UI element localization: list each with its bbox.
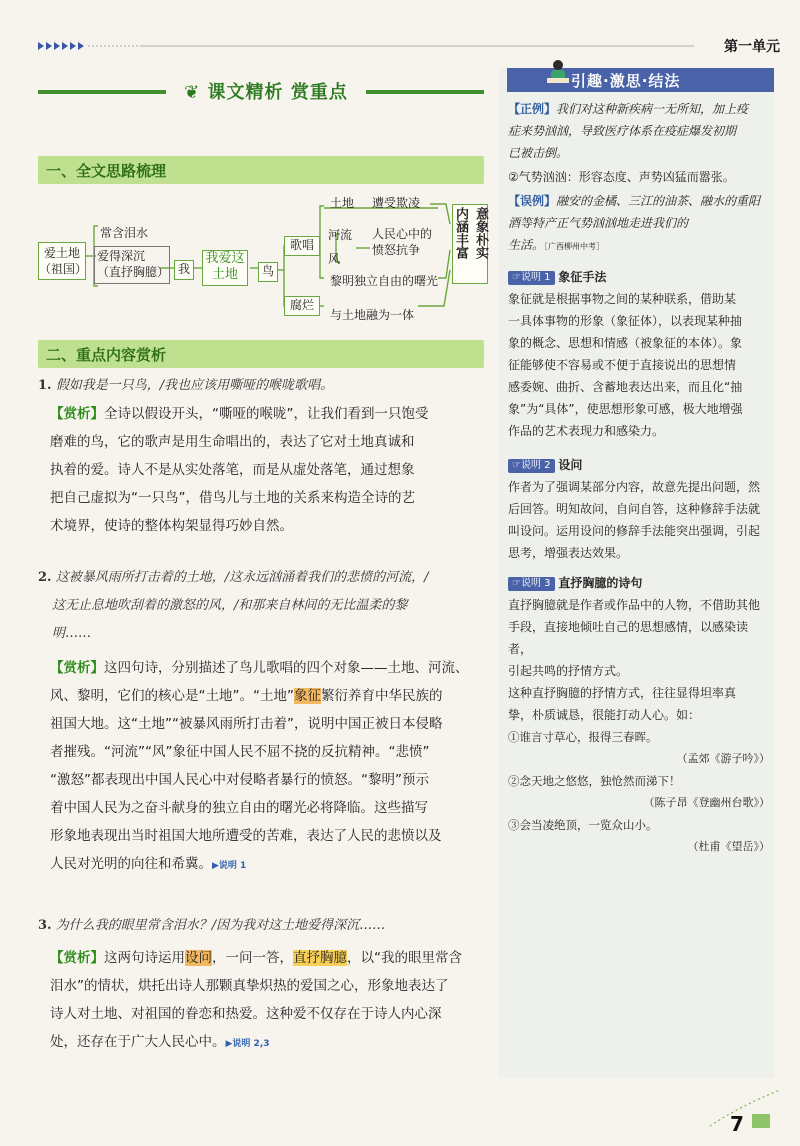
part2-header: 二、重点内容赏析 — [38, 340, 484, 368]
mindmap-wo: 我 — [174, 260, 194, 280]
mindmap-summary — [452, 204, 488, 284]
section-header — [38, 78, 484, 102]
poem-3: ③会当凌绝顶，一览众山小。 — [508, 818, 658, 832]
book-icon — [752, 1114, 770, 1128]
ref-note-2-3[interactable]: ▶说明 2,3 — [225, 1039, 270, 1049]
leaf-icon: ❦ — [184, 82, 201, 103]
header-decoration — [38, 42, 698, 50]
analysis-item-1: 1. 假如我是一只鸟，/我也应该用嘶哑的喉咙歌唱。 【赏析】全诗以假设开头，“嘶哑的喉咙”，让我们看到一只饱受 磨难的鸟，它的歌声是用生命唱出的，表达了它对土地真诚和 执着的爱。诗人不是从实处落笔，而是从虚处落笔，通过想象 把自己虚拟为“一只鸟”，借鸟儿与土地的关系来构造全诗的艺 术境界，使诗的整体构架显得巧妙自然。 — [38, 378, 429, 534]
poem-2: ②念天地之悠悠，独怆然而涕下！ — [508, 774, 681, 788]
summary-col-1: 意象朴实 — [473, 207, 488, 259]
note-1: ☞说明 1 象征手法 象征就是根据事物之间的某种联系，借助某 一具体事物的形象（象征体），以表现某种抽 象的概念、思想和情感（被象征的本体）。象 征能够使不容易或不便于直接说出的思想情 感委婉、曲折、含蓄地表达出来，而且化“抽 象”为“具体”，使思想形象可感，极大地增强 作品的艺术表现力和感染力。 — [508, 270, 743, 438]
mindmap-item-1: 常含泪水 — [100, 226, 149, 240]
mindmap-liming: 黎明独立自由的曙光 — [330, 274, 439, 288]
example-block: 【正例】我们对这种新疾病一无所知，加上疫 症来势汹汹，导致医疗体系在疫症爆发初期 已被击倒。 ②气势汹汹：形容态度、声势凶猛而嚣张。 【误例】融安的金橘、三江的油茶、融水的重阳 酒等特产正气势汹汹地走进我们的 生活。［广西柳州中考］ — [508, 102, 761, 252]
mindmap-zaoshou: 遭受欺凌 — [372, 196, 421, 210]
mindmap-wo-ai: 我爱这 土地 — [202, 250, 248, 286]
highlight-xiangzheng: 象征 — [293, 688, 321, 704]
note-3: ☞说明 3 直抒胸臆的诗句 直抒胸臆就是作者或作品中的人物，不借助其他 手段，直接地倾吐自己的思想感情，以感染读者， 引起共鸣的抒情方式。 这种直抒胸臆的抒情方式，往往显得坦率真 挚，朴质诚恳，很能打动人心。如： ①谁言寸草心，报得三春晖。 （孟郊《游子吟》） ②念天地之悠悠，独怆然而涕下！ （陈子昂《登幽州台歌》） ③会当凌绝顶，一览众山小。 （杜甫《望岳》） — [508, 572, 770, 858]
person-reading-icon — [545, 58, 571, 92]
note-label-2: ☞说明 2 — [508, 459, 555, 473]
unit-title: 第一单元 — [724, 39, 780, 55]
mindmap-feng: 风 — [328, 252, 341, 266]
mindmap-renmin: 人民心中的 愤怒抗争 — [372, 227, 433, 257]
mindmap-fulan: 腐烂 — [284, 296, 320, 316]
poem-2-source: （陈子昂《登幽州台歌》） — [643, 796, 770, 809]
mindmap-rongwei: 与土地融为一体 — [330, 308, 415, 322]
mindmap-tudi: 土地 — [330, 196, 355, 210]
part1-header: 一、全文思路梳理 — [38, 156, 484, 184]
summary-col-2: 内涵丰富 — [453, 207, 468, 259]
highlight-shewen: 设问 — [185, 950, 212, 966]
analysis-item-3: 3. 为什么我的眼里常含泪水？/因为我对这土地爱得深沉…… 【赏析】这两句诗运用设问，一问一答，直抒胸臆，以“我的眼里常含 泪水”的情状，烘托出诗人那颗真挚炽热的爱国之心，形象地表达了 诗人对土地、对祖国的眷恋和热爱。这种爱不仅存在于诗人内心深 处，还存在于广大人民心中。▶说明 2,3 — [38, 918, 462, 1050]
mindmap-niao: 鸟 — [258, 262, 278, 282]
poem-3-source: （杜甫《望岳》） — [687, 840, 770, 853]
poem-1-source: （孟郊《游子吟》） — [676, 752, 770, 765]
note-2: ☞说明 2 设问 作者为了强调某部分内容，故意先提出问题，然 后回答。明知故问，自问自答，这种修辞手法就 叫设问。运用设问的修辞手法能突出强调，引起 思考，增强表达效果。 — [508, 458, 761, 560]
section-title: 课文精析 赏重点 — [207, 82, 348, 103]
note-label-1: ☞说明 1 — [508, 271, 555, 285]
page-number: 7 — [730, 1112, 744, 1136]
ref-note-1[interactable]: ▶说明 1 — [212, 861, 247, 871]
analysis-item-2: 2. 这被暴风雨所打击着的土地，/这永远汹涌着我们的悲愤的河流，/ 这无止息地吹刮着的激怒的风，/和那来自林间的无比温柔的黎 明…… 【赏析】这四句诗，分别描述了鸟儿歌唱的四个对象——土地、河流、 风、黎明，它们的核心是“土地”。“土地”象征繁衍养育中华民族的 祖国大地。这“土地”“被暴风雨所打击着”，说明中国正被日本侵略 者摧残。“河流”“风”象征中国人民不屈不挠的反抗精神。“悲愤” “激怒”都表现出中国人民心中对侵略者暴行的愤怒。“黎明”预示 着中国人民为之奋斗献身的独立自由的曙光必将降临。这些描写 形象地表现出当时祖国大地所遭受的苦难，表达了人民的悲愤以及 人民对光明的向往和希冀。▶说明 1 — [38, 570, 469, 872]
mindmap-root: 爱土地 （祖国） — [38, 242, 86, 280]
mindmap-item-box: 爱得深沉 （直抒胸臆） — [94, 246, 170, 284]
footer-decoration — [700, 1086, 790, 1136]
right-banner: 引趣·激思·结法 — [507, 68, 774, 92]
mindmap-heliu: 河流 — [328, 228, 353, 242]
poem-1: ①谁言寸草心，报得三春晖。 — [508, 730, 658, 744]
mindmap-gechang: 歌唱 — [284, 236, 320, 256]
highlight-zhishu: 直抒胸臆 — [293, 950, 347, 966]
note-label-3: ☞说明 3 — [508, 577, 555, 591]
